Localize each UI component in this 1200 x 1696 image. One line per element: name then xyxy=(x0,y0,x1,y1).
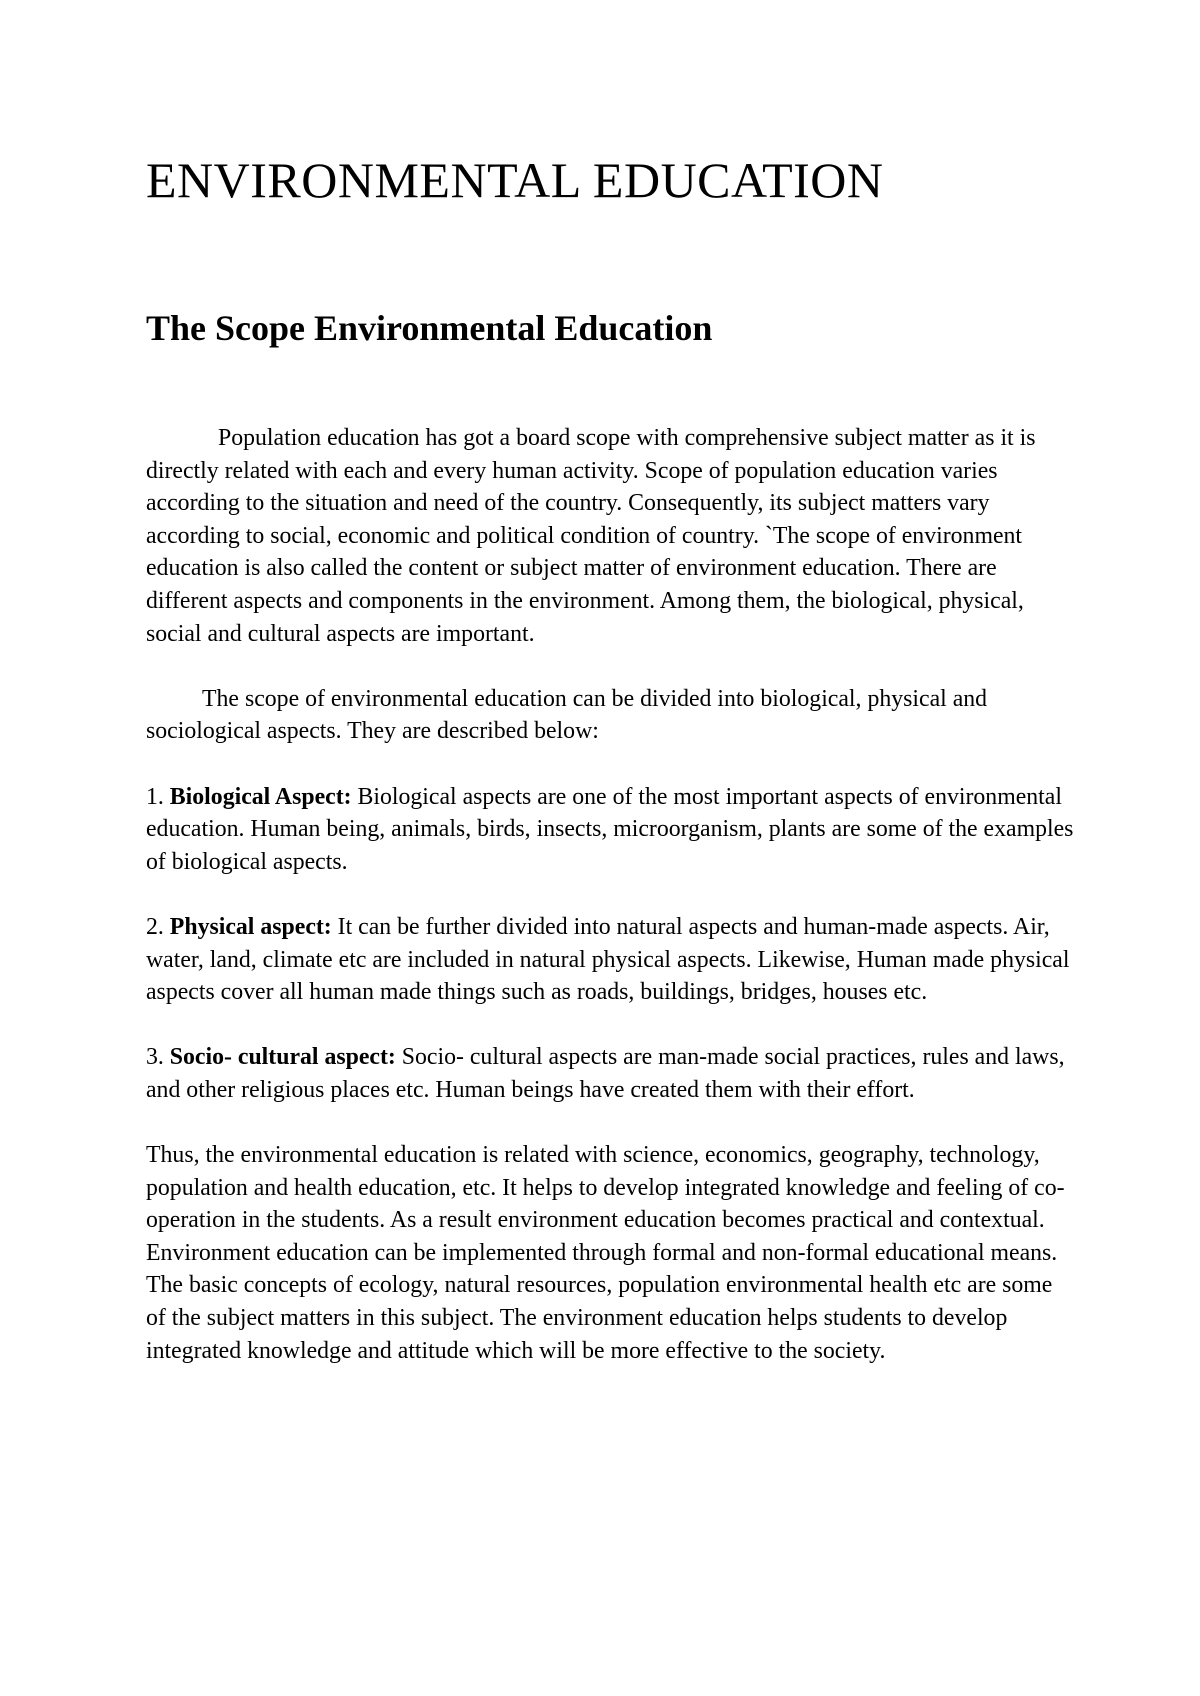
aspect-socio-cultural xyxy=(146,1041,1076,1106)
document-title: ENVIRONMENTAL EDUCATION xyxy=(146,152,884,208)
aspect-text: Biological aspects are one of the most important aspects of environmental education. Human being, animals, birds, insects, microorganism, plants are some of the examples of biological aspects. xyxy=(146,783,1074,875)
aspect-text: Socio- cultural aspects are man-made social practices, rules and laws, and other religious places etc. Human beings have created them with their effort. xyxy=(146,1044,1065,1103)
division-paragraph: The scope of environmental education can be divided into biological, physical and sociological aspects. They are described below: xyxy=(146,685,988,745)
aspect-physical xyxy=(146,911,1076,1009)
aspect-number: 1. xyxy=(146,783,170,810)
aspect-label: Physical aspect: xyxy=(169,913,332,940)
document-body xyxy=(146,422,1076,1400)
intro-paragraph: Population education has got a board scope with comprehensive subject matter as it is directly related with each and every human activity. Scope of population education varies according to the situation and need of the country. Consequently, its subject matters vary according to social, economic and political condition of country. `The scope of environment education is also called the content or subject matter of environment education. There are different aspects and components in the environment. Among them, the biological, physical, social and cultural aspects are important. xyxy=(146,425,1036,647)
section-heading: The Scope Environmental Education xyxy=(146,308,713,348)
aspect-text: It can be further divided into natural aspects and human-made aspects. Air, water, land, climate etc are included in natural physical aspects. Likewise, Human made physical aspects cover all human made things such as roads, buildings, bridges, houses etc. xyxy=(146,913,1070,1006)
aspect-label: Socio- cultural aspect: xyxy=(169,1044,396,1071)
document-page xyxy=(146,150,1076,1364)
aspect-number: 3. xyxy=(146,1044,170,1071)
aspect-number: 2. xyxy=(146,913,170,940)
conclusion-paragraph: Thus, the environmental education is related with science, economics, geography, technology, population and health education, etc. It helps to develop integrated knowledge and feeling of co-operation in the students. As a result environment education becomes practical and contextual. Environment education can be implemented through formal and non-formal educational means. The basic concepts of ecology, natural resources, population environmental health etc are some of the subject matters in this subject. The environment education helps students to develop integrated knowledge and attitude which will be more effective to the society. xyxy=(146,1142,1065,1364)
aspect-label: Biological Aspect: xyxy=(169,783,352,810)
aspect-biological xyxy=(146,781,1076,879)
